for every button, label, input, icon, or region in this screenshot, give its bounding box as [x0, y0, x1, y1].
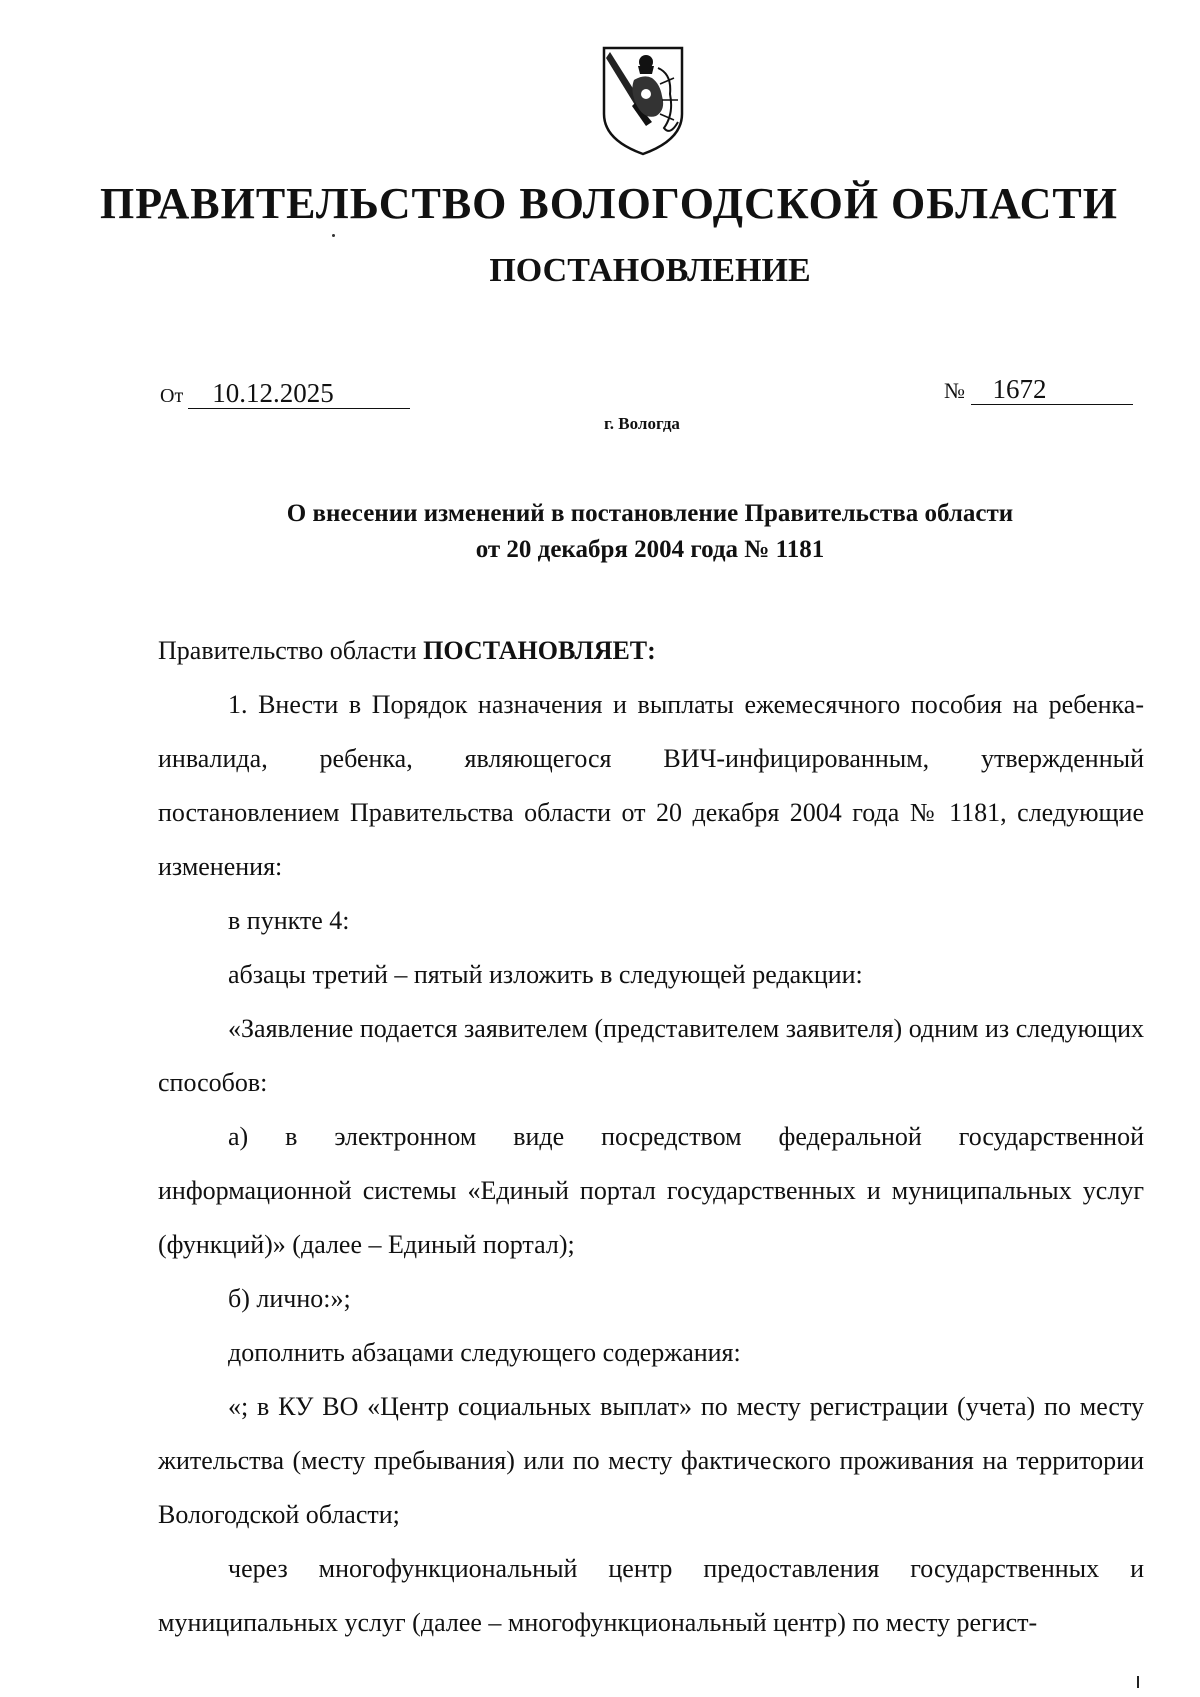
document-body [158, 624, 1144, 1650]
number-prefix: № [944, 378, 965, 403]
body-paragraph: а) в электронном виде посредством федеральной государственной информационной системы «Единый портал государственных и муниципальных услуг (функций)» (далее – Единый портал); [158, 1122, 1144, 1259]
subject-line: от 20 декабря 2004 года № 1181 [475, 536, 825, 563]
document-subject [140, 496, 1160, 568]
body-paragraph: дополнить абзацами следующего содержания: [228, 1338, 741, 1367]
body-paragraph: абзацы третий – пятый изложить в следующей редакции: [228, 960, 863, 989]
document-type: ПОСТАНОВЛЕНИЕ [489, 252, 811, 289]
body-paragraph: «Заявление подается заявителем (представителем заявителя) одним из следующих способов: [158, 1014, 1144, 1097]
org-title: ПРАВИТЕЛЬСТВО ВОЛОГОДСКОЙ ОБЛАСТИ [100, 179, 1118, 228]
number-field [944, 374, 1133, 405]
body-paragraph: «; в КУ ВО «Центр социальных выплат» по месту регистрации (учета) по месту жительства (месту пребывания) или по месту фактического проживания на территории Вологодской области; [158, 1392, 1144, 1529]
city: г. Вологда [604, 414, 680, 433]
page-mark [1137, 1676, 1139, 1688]
preamble [158, 624, 1144, 678]
coat-of-arms-icon [600, 44, 686, 156]
preamble-text: Правительство области [158, 636, 424, 665]
number-value: 1672 [971, 374, 1133, 405]
subject-line: О внесении изменений в постановление Правительства области [286, 500, 1014, 527]
body-paragraph: через многофункциональный центр предоставления государственных и муниципальных услуг (далее – многофункциональный центр) по месту регист- [158, 1554, 1144, 1637]
preamble-decree: ПОСТАНОВЛЯЕТ: [423, 636, 656, 665]
body-paragraph: б) лично:»; [228, 1284, 351, 1313]
scan-speck [332, 234, 335, 237]
date-value: 10.12.2025 [188, 378, 410, 409]
date-field [160, 378, 410, 409]
body-paragraph: 1. Внести в Порядок назначения и выплаты ежемесячного пособия на ребенка-инвалида, ребенка, являющегося ВИЧ-инфицированным, утвержденный постановлением Правительства области от 20 декабря 2004 года № 1181, следующие изменения: [158, 690, 1144, 881]
body-paragraph: в пункте 4: [228, 906, 350, 935]
date-prefix: От [160, 385, 184, 407]
